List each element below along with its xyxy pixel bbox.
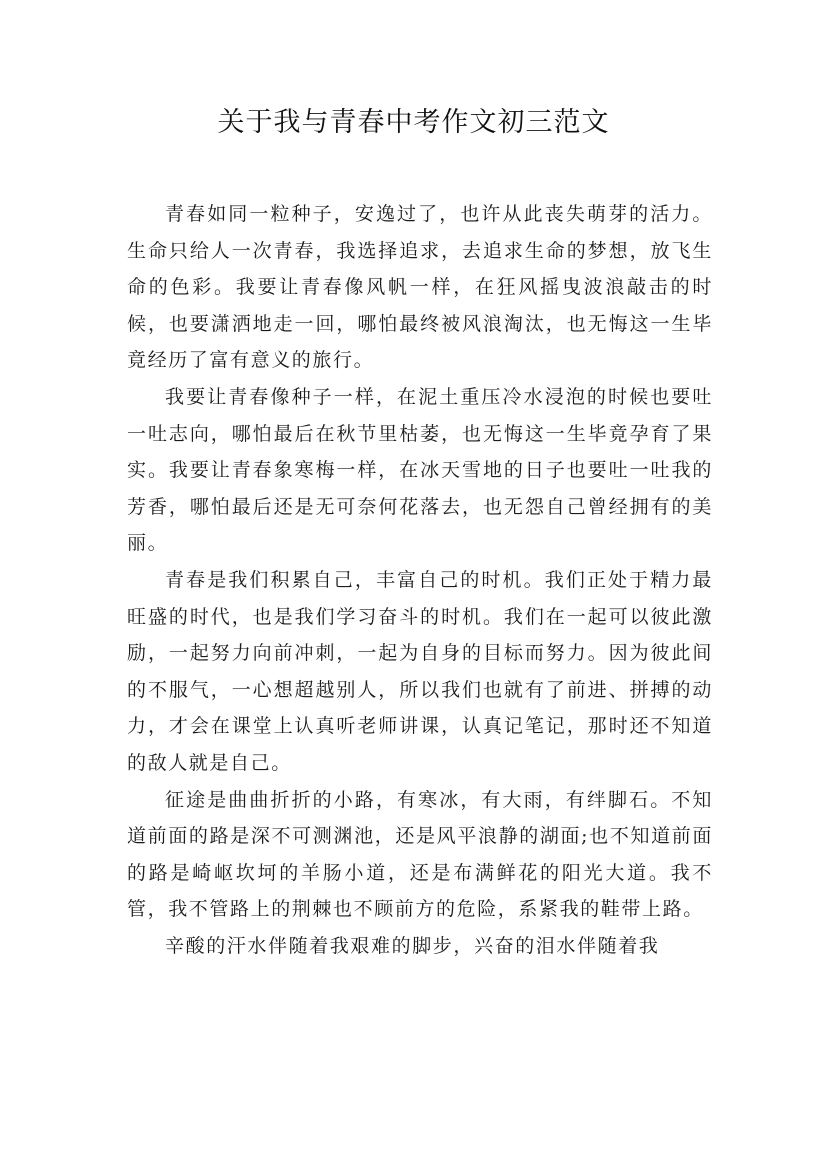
document-body — [127, 196, 713, 964]
paragraph-2: 我要让青春像种子一样，在泥土重压冷水浸泡的时候也要吐一吐志向，哪怕最后在秋节里枯萎，也无悔这一生毕竟孕育了果实。我要让青春象寒梅一样，在冰天雪地的日子也要吐一吐我的芳香，哪怕最后还是无可奈何花落去，也无怨自己曾经拥有的美丽。 — [127, 385, 713, 555]
paragraph-4: 征途是曲曲折折的小路，有寒冰，有大雨，有绊脚石。不知道前面的路是深不可测渊池，还是风平浪静的湖面;也不知道前面的路是崎岖坎坷的羊肠小道，还是布满鲜花的阳光大道。我不管，我不管路上的荆棘也不顾前方的危险，系紧我的鞋带上路。 — [127, 788, 713, 921]
paragraph-1: 青春如同一粒种子，安逸过了，也许从此丧失萌芽的活力。生命只给人一次青春，我选择追求，去追求生命的梦想，放飞生命的色彩。我要让青春像风帆一样，在狂风摇曳波浪敲击的时候，也要潇洒地走一回，哪怕最终被风浪淘汰，也无悔这一生毕竟经历了富有意义的旅行。 — [127, 203, 713, 372]
paragraph-3: 青春是我们积累自己，丰富自己的时机。我们正处于精力最旺盛的时代，也是我们学习奋斗的时机。我们在一起可以彼此激励，一起努力向前冲刺，一起为自身的目标而努力。因为彼此间的不服气，一心想超越别人，所以我们也就有了前进、拼搏的动力，才会在课堂上认真听老师讲课，认真记笔记，那时还不知道的敌人就是自己。 — [127, 568, 713, 774]
paragraph-5: 辛酸的汗水伴随着我艰难的脚步，兴奋的泪水伴随着我 — [165, 934, 660, 957]
document-title: 关于我与青春中考作文初三范文 — [217, 107, 610, 138]
